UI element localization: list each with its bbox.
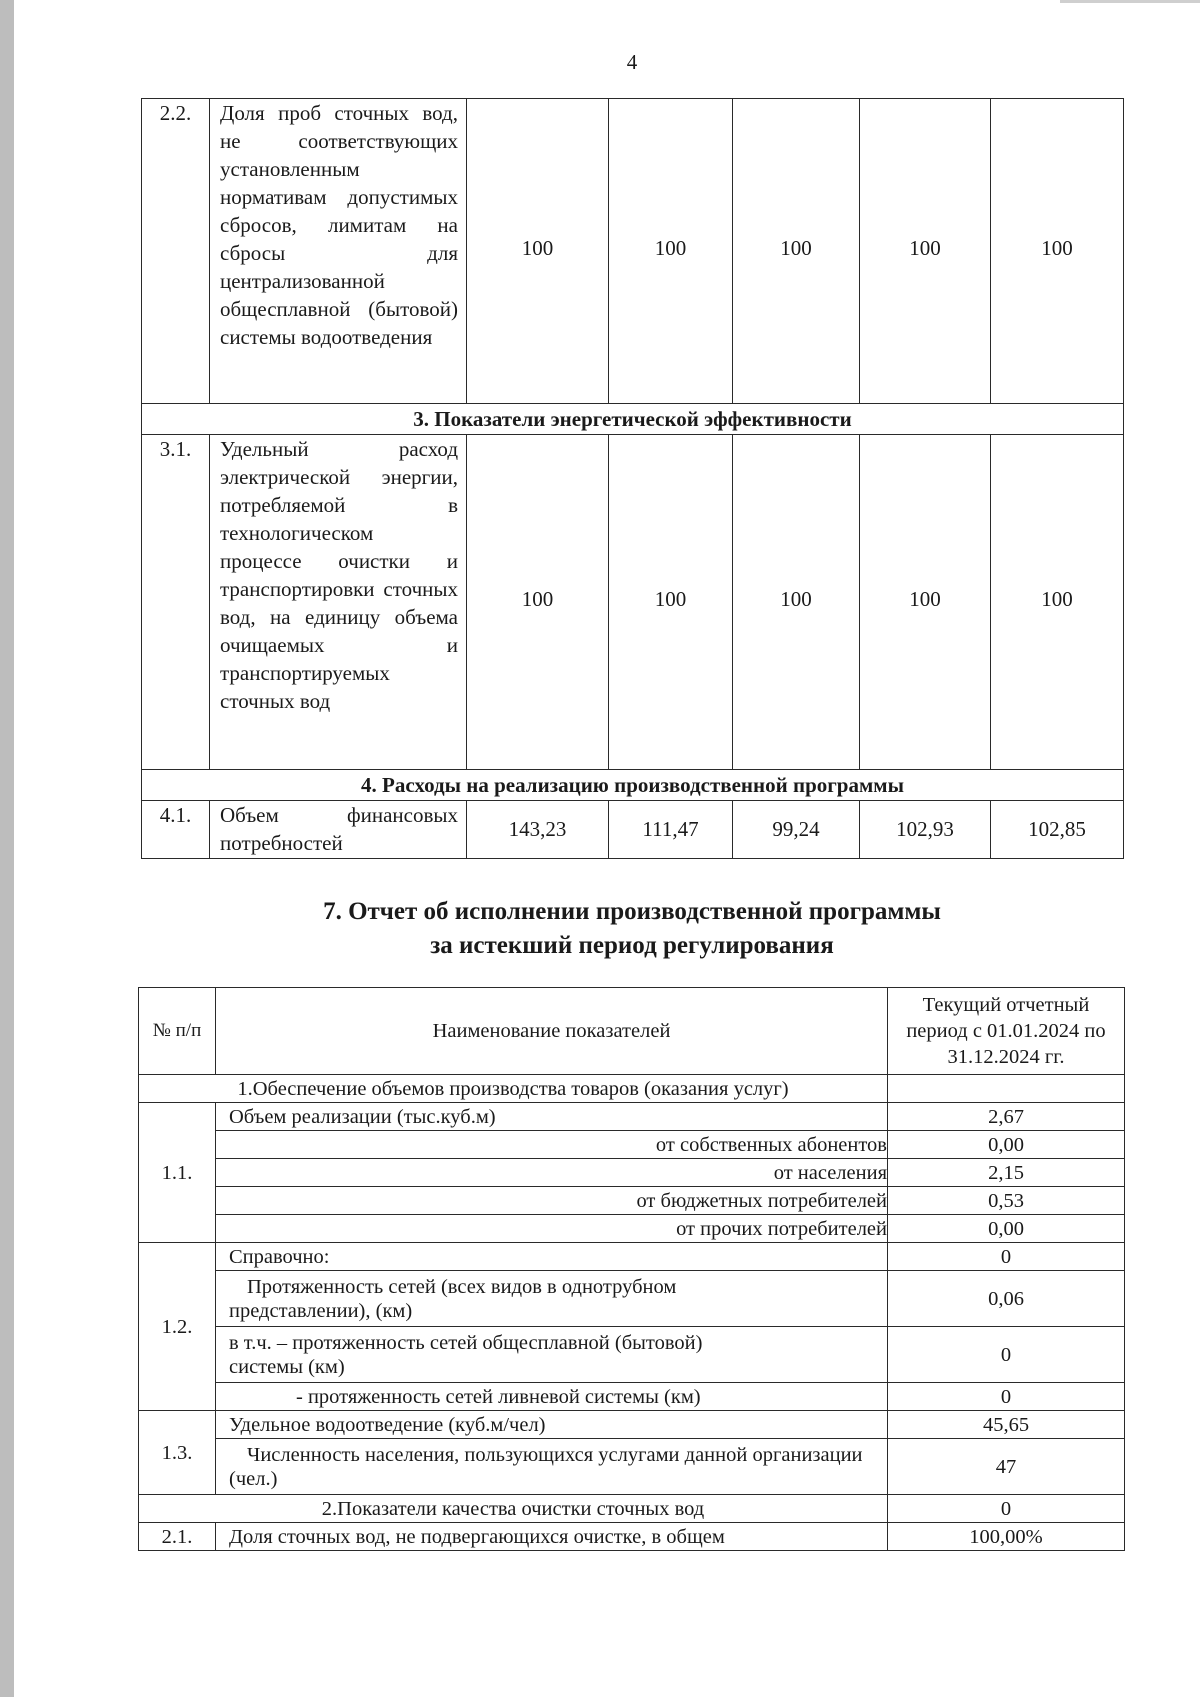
value-cell: 100 [991,99,1124,404]
section-title-3: 3. Показатели энергетической эффективности [142,404,1124,435]
indicator-value: 0,06 [888,1271,1125,1327]
indicator-value: 0,00 [888,1131,1125,1159]
table-row [139,1271,1125,1327]
row-number: 1.1. [139,1103,216,1243]
table-row [139,1327,1125,1383]
indicator-value: 2,15 [888,1159,1125,1187]
value-cell: 100 [733,99,860,404]
value-cell: 100 [860,99,991,404]
table-row [139,1187,1125,1215]
table-row-4-1 [142,801,1124,859]
indicator-label: от собственных абонентов [216,1131,888,1159]
indicator-label: Удельное водоотведение (куб.м/чел) [216,1411,888,1439]
header-period: Текущий отчетный период с 01.01.2024 по 31.12.2024 гг. [888,988,1125,1075]
indicator-label-text: Численность населения, пользующихся услугами данной организации (чел.) [229,1443,863,1490]
value-cell: 99,24 [733,801,860,859]
row-number: 2.1. [139,1523,216,1551]
indicator-label [216,1271,888,1327]
section-title-1: 1.Обеспечение объемов производства товаров (оказания услуг) [139,1075,888,1103]
indicators-table [141,98,1124,859]
table-row [139,1439,1125,1495]
indicator-label: Доля сточных вод, не подвергающихся очистке, в общем [216,1523,888,1551]
table-row [139,1103,1125,1131]
value-cell: 111,47 [609,801,733,859]
indicator-value: 0 [888,1243,1125,1271]
row-number: 1.3. [139,1411,216,1495]
row-number: 2.2. [142,99,210,404]
indicator-label: от населения [216,1159,888,1187]
indicator-label: Объем реализации (тыс.куб.м) [216,1103,888,1131]
indicator-value: 47 [888,1439,1125,1495]
indicator-label: Справочно: [216,1243,888,1271]
indicator-label: от прочих потребителей [216,1215,888,1243]
value-cell: 100 [467,435,609,770]
header-number: № п/п [139,988,216,1075]
indicator-value: 0 [888,1327,1125,1383]
table-header-row [139,988,1125,1075]
table-row [139,1215,1125,1243]
indicator-description: Объем финансовых потребностей [210,801,467,859]
section-row-4 [142,770,1124,801]
header-name: Наименование показателей [216,988,888,1075]
value-cell: 102,93 [860,801,991,859]
value-cell: 100 [991,435,1124,770]
indicator-label-text: Протяженность сетей (всех видов в однотрубном представлении), (км) [229,1275,677,1322]
indicator-value: 0,53 [888,1187,1125,1215]
indicator-value: 100,00% [888,1523,1125,1551]
table-row [139,1159,1125,1187]
value-cell: 100 [609,99,733,404]
table-row [139,1243,1125,1271]
section-row-3 [142,404,1124,435]
value-cell: 100 [860,435,991,770]
section-row-1 [139,1075,1125,1103]
row-number: 3.1. [142,435,210,770]
report-table [138,987,1125,1551]
table-row-2-2 [142,99,1124,404]
scan-top-edge [1060,0,1200,3]
indicator-value: 2,67 [888,1103,1125,1131]
value-cell: 100 [609,435,733,770]
indicator-value: 45,65 [888,1411,1125,1439]
value-cell: 100 [733,435,860,770]
indicator-value: 0 [888,1495,1125,1523]
page-number: 4 [626,50,638,74]
value-cell: 102,85 [991,801,1124,859]
indicator-label: от бюджетных потребителей [216,1187,888,1215]
table-row [139,1131,1125,1159]
table-row [139,1523,1125,1551]
indicator-value: 0,00 [888,1215,1125,1243]
value-cell: 143,23 [467,801,609,859]
table-row [139,1411,1125,1439]
indicator-label: в т.ч. – протяженность сетей общесплавной (бытовой) системы (км) [216,1327,888,1383]
heading-line-1: 7. Отчет об исполнении производственной программы [323,898,941,925]
row-number: 1.2. [139,1243,216,1411]
table-row [139,1383,1125,1411]
section-heading [141,895,1123,963]
indicator-description: Удельный расход электрической энергии, потребляемой в технологическом процессе очистки и транспортировки сточных вод, на единицу объема очищаемых и транспортируемых сточных вод [210,435,467,770]
scan-edge [0,0,14,1697]
section-title-4: 4. Расходы на реализацию производственной программы [142,770,1124,801]
section-title-2: 2.Показатели качества очистки сточных вод [139,1495,888,1523]
section-row-2 [139,1495,1125,1523]
empty-cell [888,1075,1125,1103]
heading-line-2: за истекший период регулирования [430,932,834,959]
value-cell: 100 [467,99,609,404]
indicator-label: - протяженность сетей ливневой системы (км) [216,1383,888,1411]
indicator-description: Доля проб сточных вод, не соответствующих установленным нормативам допустимых сбросов, лимитам на сбросы для централизованной общесплавной (бытовой) системы водоотведения [210,99,467,404]
indicator-label [216,1439,888,1495]
indicator-value: 0 [888,1383,1125,1411]
table-row-3-1 [142,435,1124,770]
row-number: 4.1. [142,801,210,859]
